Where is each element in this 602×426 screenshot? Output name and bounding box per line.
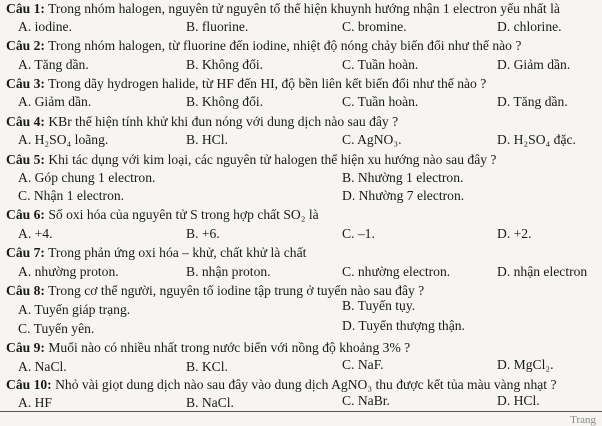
option-c: C. nhường electron. [342,264,451,279]
option-b: B. +6. [186,226,220,241]
question-number: Câu 8: [6,283,45,298]
question-text: Muối nào có nhiều nhất trong nước biển với nồng độ khoảng 3% ? [48,340,411,355]
page-label: Trang [570,414,596,426]
option-b: B. Không đổi. [186,57,264,72]
question-text: Nhỏ vài giọt dung dịch nào sau đây vào dung dịch AgNO₃ thu được kết tủa màu vàng nhạt ? [55,377,557,392]
option-d: D. Tăng dần. [497,94,568,109]
question-number: Câu 5: [6,152,45,167]
question-10 [6,376,598,393]
question-6 [6,206,598,223]
option-b: B. NaCl. [186,395,234,410]
option-c: C. NaBr. [342,393,390,408]
option-c: C. Tuyến yên. [18,321,95,336]
question-number: Câu 1: [6,1,45,16]
question-5 [6,151,598,168]
option-b: B. fluorine. [186,19,249,34]
option-b: B. Không đổi. [186,94,264,109]
option-a: A. Tuyến giáp trạng. [18,302,131,317]
question-number: Câu 6: [6,207,45,222]
option-a: A. nhường proton. [18,264,119,279]
question-number: Câu 3: [6,76,45,91]
option-c: C. bromine. [342,19,407,34]
question-1 [6,0,598,17]
option-a: A. +4. [18,226,53,241]
option-d: D. nhận electron [497,264,588,279]
question-number: Câu 4: [6,114,45,129]
option-c: C. Tuần hoàn. [342,94,419,109]
question-number: Câu 10: [6,377,52,392]
option-c: C. –1. [342,226,375,241]
option-c: C. NaF. [342,357,384,372]
question-2 [6,37,598,54]
option-c: C. Nhận 1 electron. [18,188,125,203]
question-text: Trong nhóm halogen, từ fluorine đến iodine, nhiệt độ nóng chảy biến đổi như thế nào ? [48,38,522,53]
question-text: Khi tác dụng với kim loại, các nguyên tử halogen thể hiện xu hướng nào sau đây ? [48,152,497,167]
question-3 [6,75,598,92]
option-d: D. chlorine. [497,19,562,34]
option-a: A. Giảm dần. [18,94,92,109]
option-a: A. H₂SO₄ loãng. [18,132,109,147]
option-d: D. +2. [497,226,532,241]
question-4 [6,113,598,130]
option-d: D. HCl. [497,393,540,408]
option-d: D. Tuyến thượng thận. [342,318,465,333]
option-c: C. Tuần hoàn. [342,57,419,72]
footer-divider [0,411,602,412]
question-text: Trong nhóm halogen, nguyên tử nguyên tố thể hiện khuynh hướng nhận 1 electron yếu nhất là [48,1,560,16]
question-7 [6,244,598,261]
question-number: Câu 7: [6,245,45,260]
option-b: B. nhận proton. [186,264,271,279]
option-a: A. NaCl. [18,359,67,374]
option-b: B. KCl. [186,359,228,374]
option-b: B. Tuyến tụy. [342,298,416,313]
question-text: Số oxi hóa của nguyên tử S trong hợp chất SO₂ là [48,207,319,222]
option-c: C. AgNO₃. [342,132,402,147]
option-d: D. Giảm dần. [497,57,571,72]
option-a: A. Tăng dần. [18,57,89,72]
option-b: B. Nhường 1 electron. [342,170,464,185]
question-text: Trong cơ thể người, nguyên tố iodine tập trung ở tuyến nào sau đây ? [48,283,425,298]
question-9 [6,339,598,356]
question-number: Câu 9: [6,340,45,355]
option-b: B. HCl. [186,132,228,147]
option-d: D. Nhường 7 electron. [342,188,465,203]
question-8 [6,282,598,299]
question-number: Câu 2: [6,38,45,53]
option-a: A. HF [18,395,52,410]
question-text: KBr thể hiện tính khử khi đun nóng với dung dịch nào sau đây ? [48,114,399,129]
option-a: A. Góp chung 1 electron. [18,170,156,185]
option-d: D. H₂SO₄ đặc. [497,132,576,147]
question-text: Trong dãy hydrogen halide, từ HF đến HI, độ bền liên kết biến đổi như thế nào ? [48,76,487,91]
option-a: A. iodine. [18,19,72,34]
question-text: Trong phản ứng oxi hóa – khử, chất khử là chất [48,245,307,260]
option-d: D. MgCl₂. [497,357,554,372]
